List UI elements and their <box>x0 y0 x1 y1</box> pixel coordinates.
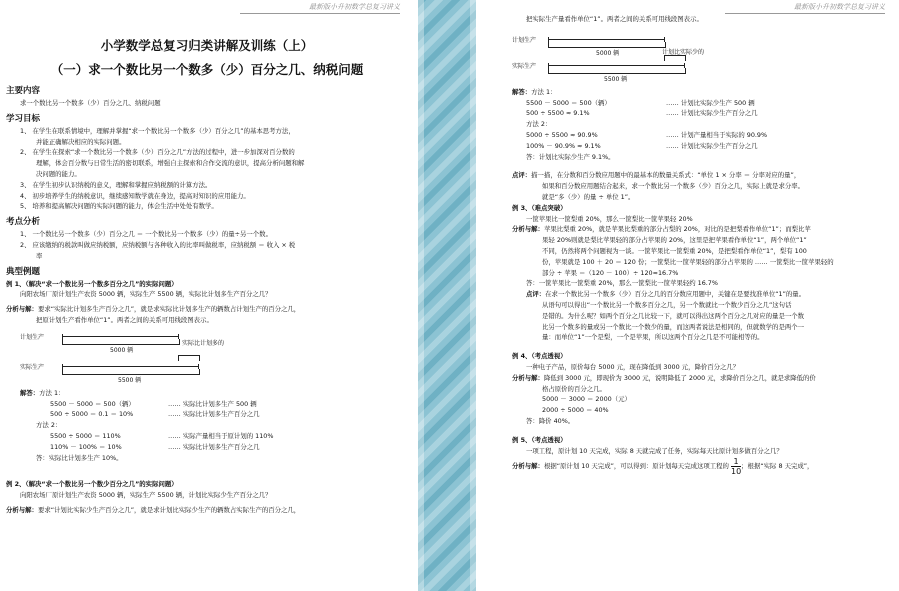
tip-line: 在求一个数比另一个数多（少）百分之几的百分数应用题中，关键在是要找准单位“1”的量。 <box>545 290 806 299</box>
tip-label: 点评： <box>526 290 546 299</box>
analysis-line: 苹果比梨重 20%，就是苹果比梨重的部分占梨的 20%，对比的是把梨看作单位“1”；而梨比苹 <box>543 225 811 234</box>
goal-line: 5、 培养和提高解决问题的实际问题的能力，体会生活中处处有数学。 <box>20 202 218 211</box>
method-1-label: 方法 1： <box>39 388 65 397</box>
main-content-heading: 主要内容 <box>6 86 41 96</box>
document-title: 小学数学总复习归类讲解及训练（上） <box>100 38 314 53</box>
tip-label: 点评： <box>512 171 532 180</box>
example-2-question: 向阳农场厂原计划生产农资 5000 辆，实际生产 5500 辆，计划比实际少生产百分之几？ <box>20 491 272 500</box>
example-5-question: 一项工程，原计划 10 天完成，实际 8 天就完成了任务，实际每天比原计划多做百分之几？ <box>526 446 783 455</box>
goal-line: 1、 在学生在联系情境中，理解并掌握“求一个数比另一个数多（少）百分之几”的基本思考方法， <box>20 126 295 135</box>
example-5-title: 例 5、（考点透视） <box>512 435 567 444</box>
calc-note: …… 计划比实际少生产百分之几 <box>666 109 758 118</box>
analysis-line: 不同，仍然将两个问题视为一谈。一筐苹果比一筐梨重 20%，是把梨看作单位“1”，梨有 100 <box>542 246 807 255</box>
actual-value: 5500 辆 <box>604 75 628 83</box>
calc-expr: 5000 ÷ 5500 ≈ 90.9% <box>526 130 598 139</box>
tip-line: 比另一个数多的量或另一个数比一个数少的量，而这两者说法是相同的，但就数学的是两个一 <box>542 322 805 331</box>
answer-label: 解答： <box>512 87 532 96</box>
goal-line: 2、 在学生在探索“求一个数比另一个数多（少）百分之几”方法的过程中，进一步加深对百分数的 <box>20 148 295 157</box>
extra-label: 实际比计划多的 <box>182 339 225 347</box>
analysis-label: 分析与解： <box>512 462 544 471</box>
example-4-title: 例 4、（考点透视） <box>512 352 567 361</box>
analysis-label: 分析与解： <box>6 505 38 514</box>
continued-line: 把实际生产量看作单位“1”。两者之间的关系可用线段图表示。 <box>526 15 703 23</box>
method-2-label: 方法 2： <box>526 120 552 129</box>
actual-value: 5500 辆 <box>118 376 142 384</box>
examples-heading: 典型例题 <box>6 266 41 277</box>
goal-line: 并能正确解决相应的实际问题。 <box>36 137 126 146</box>
header-note: 最新版小升初数学总复习讲义 <box>240 2 400 14</box>
right-content <box>512 14 887 476</box>
calc-note: …… 计划比实际少生产百分之几 <box>666 141 758 150</box>
goal-line: 4、 初步培养学生的纳税意识，继续感知数学就在身边，提高对知识的应用能力。 <box>20 191 250 200</box>
point-line: 2、 应该缴纳的税款叫做应纳税额，应纳税额与各种收入的比率叫做税率，应纳税额 ＝ 收入 × 税 <box>20 240 296 249</box>
example-1-question: 向阳农场厂原计划生产农资 5000 辆，实际生产 5500 辆，实际比计划多生产百分之几？ <box>20 290 272 299</box>
left-page <box>0 0 418 591</box>
example-3-question: 一筐苹果比一筐梨重 20%，那么一筐梨比一筐苹果轻 20% <box>526 214 693 223</box>
calc-line: 5000 － 3000 ＝ 2000（元） <box>542 395 631 404</box>
calc-note: …… 实际比计划多生产百分之几 <box>168 442 260 451</box>
calc-expr: 500 ÷ 5000 ＝ 0.1 ＝ 10% <box>50 410 134 419</box>
goal-line: 决问题的能力。 <box>36 169 81 178</box>
method-1-label: 方法 1： <box>531 87 557 96</box>
analysis-line: 根据“原计划 10 天完成”，可以得到：原计划每天完成这项工程的 <box>543 462 729 471</box>
line-segment-diagram-2 <box>512 25 887 87</box>
example-1-analysis: 要求“实际比计划多生产百分之几”，就是求实际比计划多生产的辆数占计划生产的百分之几， <box>37 305 301 314</box>
tip-line: 描一描，在分数和百分数应用题中的最基本的数量关系式：“单位 1 × 分率 ＝ 分率对应的量”， <box>531 171 801 180</box>
plan-label: 计划生产 <box>20 333 45 341</box>
calc-note: …… 计划比实际少生产 500 辆 <box>666 98 755 107</box>
result: 答：计划比实际少生产 9.1%。 <box>526 152 615 161</box>
tip-line: 如果和百分数应用题结合起来，求一个数比另一个数多（少）百分之几，实际上就是求分率。 <box>542 182 805 191</box>
fraction-denominator: 10 <box>730 466 742 476</box>
analysis-line: 份，苹果就是 100 ＋ 20 ＝ 120 份；一筐梨比一筐苹果轻的部分占苹果的 …… 一筐梨比一筐苹果轻的 <box>542 257 834 266</box>
section-title: （一）求一个数比另一个数多（少）百分之几、纳税问题 <box>50 62 364 77</box>
analysis-line: 格占原价的百分之几。 <box>542 384 606 393</box>
fraction-numerator: 1 <box>731 457 741 467</box>
calc-note: …… 实际比计划多生产百分之几 <box>168 410 260 419</box>
right-page <box>476 0 899 591</box>
calc-note: …… 实际产量相当于原计划的 110% <box>168 431 274 440</box>
tip-line: 是错的。为什么呢？如两个百分之几比较一下，就可以得出这两个百分之几对应的量是一个数 <box>542 311 805 320</box>
calc-expr: 5500 － 5000 ＝ 500（辆） <box>526 98 611 107</box>
goals-heading: 学习目标 <box>6 113 41 124</box>
example-1-analysis-2: 把原计划生产看作单位“1”。两者之间的关系可用线段图表示。 <box>36 315 213 324</box>
analysis-line: 降低到 3000 元，即现价为 3000 元，说明降低了 2000 元，求降价百分之几，就是求降低的价 <box>543 373 816 382</box>
analysis-label: 分析与解： <box>512 225 544 234</box>
header-note: 最新版小升初数学总复习讲义 <box>725 2 885 14</box>
analysis-label: 分析与解： <box>512 373 544 382</box>
example-3-title: 例 3、（难点突破） <box>512 203 567 212</box>
goal-line: 理解，体会百分数与日常生活的密切联系，增强自主探索和合作交流的意识，提高分析问题和解 <box>36 159 305 168</box>
actual-label: 实际生产 <box>512 62 537 70</box>
calc-line: 2000 ÷ 5000 ＝ 40% <box>542 406 609 415</box>
left-content <box>6 14 408 516</box>
tip-line: 量：而单位“1”一个是梨，一个是苹果，所以这两个百分之几是不可能相等的。 <box>542 333 764 342</box>
example-4-question: 一种电子产品，原价每台 5000 元，现在降低到 3000 元，降价百分之几？ <box>526 362 740 371</box>
example-1-result: 答：实际比计划多生产 10%。 <box>36 453 123 462</box>
points-heading: 考点分析 <box>6 217 41 228</box>
plan-value: 5000 辆 <box>110 346 134 354</box>
actual-label: 实际生产 <box>20 363 45 371</box>
less-label: 计划比实际少的 <box>662 48 705 56</box>
calc-expr: 5500 ÷ 5000 ＝ 110% <box>50 431 121 440</box>
fraction <box>731 457 741 476</box>
tip-line: 从语句可以得出“一个数比另一个数多百分之几，另一个数就比一个数少百分之几”这句话 <box>542 300 792 309</box>
page-divider <box>418 0 476 591</box>
example-3-answer: 答：一筐苹果比一筐梨重 20%，那么一筐梨比一筐苹果轻约 16.7% <box>526 279 718 288</box>
example-4-answer: 答：降价 40%。 <box>526 416 575 425</box>
tip-line: 就是“多（少）的量 ÷ 单位 1”。 <box>542 192 635 201</box>
example-1-title: 例 1、（解决“求一个数比另一个数多百分之几”的实际问题） <box>6 279 178 288</box>
calc-expr: 110% － 100% ＝ 10% <box>50 442 122 451</box>
line-segment-diagram-1 <box>6 326 408 384</box>
goal-line: 3、 在学生初步认识纳税的意义，理解和掌握应纳税额的计算方法。 <box>20 180 212 189</box>
calc-expr: 5500 － 5000 ＝ 500（辆） <box>50 399 135 408</box>
analysis-label: 分析与解： <box>6 305 38 314</box>
calc-note: …… 计划产量相当于实际的 90.9% <box>666 130 768 139</box>
analysis-line: 果轻 20%则就是梨比苹果轻的部分占苹果的 20%，这里是把苹果看作单位“1”，两个单位“1” <box>542 236 807 245</box>
plan-label: 计划生产 <box>512 36 537 44</box>
plan-value: 5000 辆 <box>596 49 620 57</box>
analysis-line: 部分 ÷ 苹果 ＝（120 － 100）÷ 120≈16.7% <box>542 268 679 277</box>
calc-expr: 500 ÷ 5500 ≈ 9.1% <box>526 109 590 118</box>
calc-note: …… 实际比计划多生产 500 辆 <box>168 399 257 408</box>
calc-expr: 100% － 90.9% ≈ 9.1% <box>526 141 601 150</box>
main-content-text: 求一个数比另一个数多（少）百分之几、纳税问题 <box>20 99 161 107</box>
point-line: 1、 一个数比另一个数多（少）百分之几 ＝ 一个数比另一个数多（少）的量÷另一个数。 <box>20 230 272 239</box>
analysis-line: ；根据“实际 8 天完成”， <box>741 462 814 471</box>
answer-label: 解答： <box>20 388 40 397</box>
example-2-analysis: 要求“计划比实际少生产百分之几”，就是求计划比实际少生产的辆数占实际生产的百分之几， <box>37 505 301 514</box>
method-2-label: 方法 2： <box>36 421 62 430</box>
point-line: 率 <box>36 251 43 260</box>
example-2-title: 例 2、（解决“求一个数比另一个数少百分之几”的实际问题） <box>6 480 178 489</box>
